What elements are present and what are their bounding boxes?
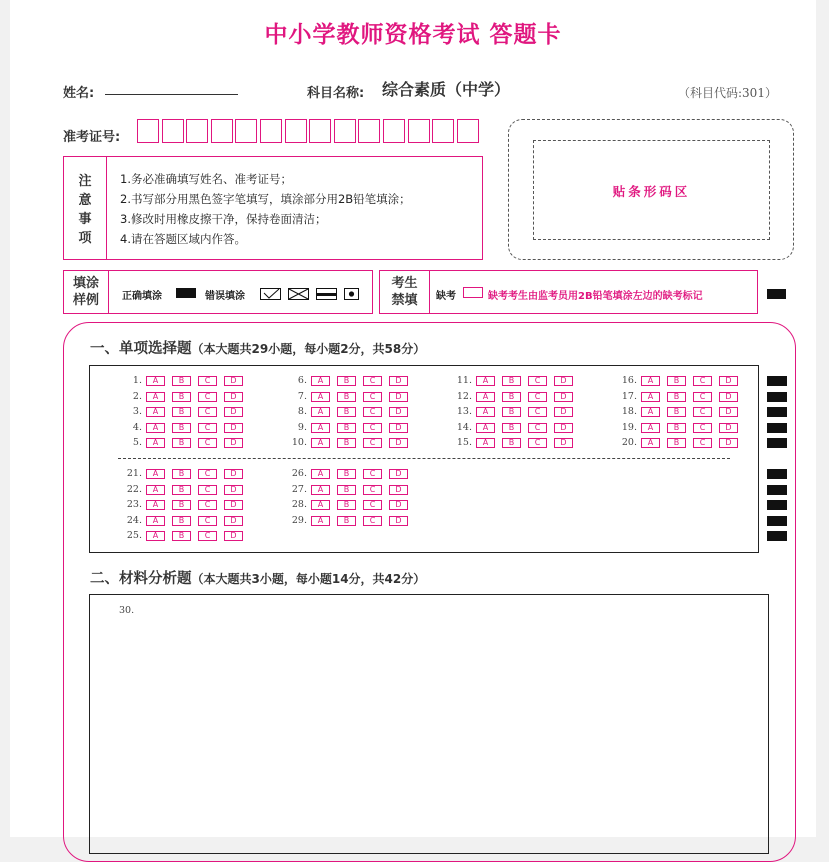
- option-bubble-c[interactable]: C: [363, 438, 382, 448]
- absent-label: 缺考: [436, 291, 456, 302]
- exam-id-cell[interactable]: [383, 119, 405, 143]
- option-bubble-d[interactable]: D: [719, 376, 738, 386]
- option-bubble-d[interactable]: D: [224, 500, 243, 510]
- option-bubble-d[interactable]: D: [389, 438, 408, 448]
- option-bubble-b[interactable]: B: [667, 376, 686, 386]
- option-bubble-d[interactable]: D: [719, 407, 738, 417]
- option-bubble-b[interactable]: B: [667, 407, 686, 417]
- timing-mark: [767, 500, 787, 510]
- question-number: 18.: [621, 406, 637, 418]
- option-bubble-c[interactable]: C: [693, 438, 712, 448]
- exam-id-cell[interactable]: [285, 119, 307, 143]
- timing-mark: [767, 516, 787, 526]
- absent-heading: 考生 禁填: [391, 276, 418, 308]
- option-bubble-c[interactable]: C: [363, 516, 382, 526]
- option-bubble-d[interactable]: D: [224, 531, 243, 541]
- question-number: 9.: [297, 421, 307, 433]
- option-bubble-a[interactable]: A: [311, 423, 330, 433]
- wrong-check-mark-icon: [261, 289, 281, 300]
- fill-example-divider: [108, 271, 109, 313]
- question-number: 4.: [132, 421, 142, 433]
- timing-mark: [767, 438, 787, 448]
- option-bubble-d[interactable]: D: [389, 516, 408, 526]
- option-bubble-c[interactable]: C: [363, 485, 382, 495]
- option-bubble-d[interactable]: D: [389, 485, 408, 495]
- wrong-dot-mark-icon: [345, 289, 359, 300]
- wrong-bar-mark-icon: [317, 289, 337, 300]
- barcode-label: 贴条形码区: [612, 184, 691, 199]
- exam-id-cell[interactable]: [235, 119, 257, 143]
- question-number: 10.: [291, 437, 307, 449]
- section1-title: 一、单项选择题（本大题共29小题，每小题2分，共58分）: [90, 341, 426, 357]
- option-bubble-b[interactable]: B: [337, 392, 356, 402]
- option-bubble-b[interactable]: B: [502, 407, 521, 417]
- wrong-fill-marks: [260, 287, 360, 301]
- name-field[interactable]: [105, 94, 238, 95]
- exam-id-cell[interactable]: [137, 119, 159, 143]
- option-bubble-b[interactable]: B: [172, 516, 191, 526]
- timing-mark: [767, 392, 787, 402]
- option-bubble-b[interactable]: B: [667, 438, 686, 448]
- option-bubble-a[interactable]: A: [146, 531, 165, 541]
- question-number: 2.: [132, 390, 142, 402]
- option-bubble-d[interactable]: D: [719, 438, 738, 448]
- option-bubble-a[interactable]: A: [641, 376, 660, 386]
- option-bubble-b[interactable]: B: [172, 407, 191, 417]
- question-number: 5.: [132, 437, 142, 449]
- option-bubble-a[interactable]: A: [146, 485, 165, 495]
- question-number: 23.: [126, 499, 142, 511]
- notice-items: [120, 169, 411, 249]
- question-number: 6.: [297, 375, 307, 386]
- option-bubble-b[interactable]: B: [172, 392, 191, 402]
- exam-id-cell[interactable]: [457, 119, 479, 143]
- option-bubble-d[interactable]: D: [224, 438, 243, 448]
- option-bubble-b[interactable]: B: [172, 469, 191, 479]
- option-bubble-d[interactable]: D: [224, 516, 243, 526]
- option-bubble-c[interactable]: C: [198, 438, 217, 448]
- exam-id-cell[interactable]: [162, 119, 184, 143]
- question-number: 3.: [132, 406, 142, 418]
- exam-id-cells[interactable]: [137, 119, 485, 143]
- absent-mark-box[interactable]: [463, 287, 483, 298]
- question-number: 29.: [291, 514, 307, 526]
- answer-sheet: [10, 0, 816, 837]
- option-bubble-a[interactable]: A: [146, 516, 165, 526]
- option-bubble-b[interactable]: B: [172, 423, 191, 433]
- option-bubble-d[interactable]: D: [554, 392, 573, 402]
- option-bubble-c[interactable]: C: [198, 516, 217, 526]
- section2-title: 二、材料分析题（本大题共3小题，每小题14分，共42分）: [90, 571, 426, 587]
- option-bubble-b[interactable]: B: [337, 516, 356, 526]
- option-bubble-c[interactable]: C: [693, 423, 712, 433]
- question-number: 17.: [621, 390, 637, 402]
- option-bubble-c[interactable]: C: [198, 469, 217, 479]
- option-bubble-b[interactable]: B: [337, 407, 356, 417]
- option-bubble-d[interactable]: D: [719, 392, 738, 402]
- option-bubble-c[interactable]: C: [528, 392, 547, 402]
- exam-id-cell[interactable]: [334, 119, 356, 143]
- option-bubble-c[interactable]: C: [363, 376, 382, 386]
- option-bubble-d[interactable]: D: [389, 407, 408, 417]
- option-bubble-c[interactable]: C: [363, 500, 382, 510]
- question-number: 15.: [456, 437, 472, 449]
- option-bubble-c[interactable]: C: [198, 407, 217, 417]
- timing-mark: [767, 289, 786, 299]
- option-bubble-b[interactable]: B: [667, 392, 686, 402]
- question-number: 14.: [456, 421, 472, 433]
- section1-note: （本大题共29小题，每小题2分，共58分）: [191, 342, 426, 356]
- question-number: 11.: [456, 375, 472, 386]
- option-bubble-a[interactable]: A: [641, 407, 660, 417]
- option-bubble-a[interactable]: A: [641, 392, 660, 402]
- question-number: 7.: [297, 390, 307, 402]
- option-bubble-a[interactable]: A: [311, 407, 330, 417]
- timing-mark: [767, 407, 787, 417]
- option-bubble-a[interactable]: A: [311, 376, 330, 386]
- option-bubble-a[interactable]: A: [311, 438, 330, 448]
- option-bubble-b[interactable]: B: [502, 376, 521, 386]
- option-bubble-b[interactable]: B: [172, 438, 191, 448]
- question-number: 13.: [456, 406, 472, 418]
- option-bubble-c[interactable]: C: [198, 392, 217, 402]
- option-bubble-d[interactable]: D: [554, 376, 573, 386]
- option-bubble-c[interactable]: C: [528, 407, 547, 417]
- wrong-fill-label: 错误填涂: [205, 291, 245, 302]
- option-bubble-c[interactable]: C: [198, 500, 217, 510]
- subject-value: 综合素质（中学）: [382, 80, 511, 99]
- fill-example-heading: 填涂 样例: [72, 276, 99, 308]
- option-bubble-c[interactable]: C: [198, 423, 217, 433]
- notice-item: 2.书写部分用黑色签字笔填写，填涂部分用2B铅笔填涂；: [120, 192, 411, 206]
- option-bubble-b[interactable]: B: [172, 531, 191, 541]
- exam-id-cell[interactable]: [260, 119, 282, 143]
- option-bubble-d[interactable]: D: [389, 376, 408, 386]
- option-bubble-b[interactable]: B: [337, 500, 356, 510]
- option-bubble-a[interactable]: A: [476, 392, 495, 402]
- option-bubble-a[interactable]: A: [146, 438, 165, 448]
- name-label: 姓名:: [63, 86, 95, 101]
- option-bubble-c[interactable]: C: [363, 423, 382, 433]
- notice-item: 3.修改时用橡皮擦干净，保持卷面清洁；: [120, 212, 327, 226]
- timing-mark: [767, 469, 787, 479]
- option-bubble-d[interactable]: D: [224, 376, 243, 386]
- option-bubble-b[interactable]: B: [502, 423, 521, 433]
- wrong-cross-mark-icon: [289, 289, 309, 300]
- option-bubble-c[interactable]: C: [198, 376, 217, 386]
- question-number: 25.: [126, 530, 142, 542]
- exam-id-label: 准考证号:: [63, 130, 121, 145]
- option-bubble-b[interactable]: B: [337, 485, 356, 495]
- option-bubble-a[interactable]: A: [146, 376, 165, 386]
- option-bubble-b[interactable]: B: [502, 392, 521, 402]
- option-bubble-a[interactable]: A: [146, 469, 165, 479]
- notice-divider: [106, 157, 107, 259]
- question-number: 27.: [291, 483, 307, 495]
- option-bubble-d[interactable]: D: [224, 392, 243, 402]
- question-number: 22.: [126, 483, 142, 495]
- option-bubble-d[interactable]: D: [389, 423, 408, 433]
- absent-instruction: 缺考考生由监考员用2B铅笔填涂左边的缺考标记: [488, 291, 703, 302]
- correct-fill-mark: [176, 288, 196, 298]
- question-number: 1.: [132, 375, 142, 386]
- option-bubble-c[interactable]: C: [693, 376, 712, 386]
- option-bubble-a[interactable]: A: [311, 516, 330, 526]
- option-bubble-b[interactable]: B: [172, 485, 191, 495]
- subject-code: （科目代码:301）: [678, 86, 777, 100]
- option-bubble-a[interactable]: A: [146, 392, 165, 402]
- page-title: 中小学教师资格考试 答题卡: [264, 22, 562, 48]
- subject-label: 科目名称:: [307, 86, 365, 101]
- option-bubble-c[interactable]: C: [528, 376, 547, 386]
- option-bubble-b[interactable]: B: [337, 469, 356, 479]
- option-bubble-d[interactable]: D: [389, 392, 408, 402]
- option-bubble-c[interactable]: C: [198, 531, 217, 541]
- correct-fill-label: 正确填涂: [122, 291, 162, 302]
- timing-mark: [767, 531, 787, 541]
- exam-id-cell[interactable]: [358, 119, 380, 143]
- option-bubble-a[interactable]: A: [476, 376, 495, 386]
- exam-id-cell[interactable]: [408, 119, 430, 143]
- choice-separator: [118, 458, 730, 459]
- option-bubble-b[interactable]: B: [337, 438, 356, 448]
- option-bubble-d[interactable]: D: [389, 469, 408, 479]
- option-bubble-d[interactable]: D: [554, 423, 573, 433]
- option-bubble-a[interactable]: A: [146, 500, 165, 510]
- timing-mark: [767, 423, 787, 433]
- option-bubble-a[interactable]: A: [311, 469, 330, 479]
- option-bubble-a[interactable]: A: [311, 392, 330, 402]
- option-bubble-d[interactable]: D: [224, 423, 243, 433]
- option-bubble-d[interactable]: D: [224, 407, 243, 417]
- option-bubble-b[interactable]: B: [172, 376, 191, 386]
- absent-divider: [429, 271, 430, 313]
- option-bubble-d[interactable]: D: [719, 423, 738, 433]
- option-bubble-a[interactable]: A: [311, 500, 330, 510]
- option-bubble-a[interactable]: A: [311, 485, 330, 495]
- option-bubble-d[interactable]: D: [554, 438, 573, 448]
- notice-item: 4.请在答题区域内作答。: [120, 232, 246, 246]
- timing-mark: [767, 485, 787, 495]
- option-bubble-c[interactable]: C: [693, 392, 712, 402]
- notice-item: 1.务必准确填写姓名、准考证号；: [120, 172, 292, 186]
- option-bubble-d[interactable]: D: [224, 469, 243, 479]
- question-number: 24.: [126, 514, 142, 526]
- section2-note: （本大题共3小题，每小题14分，共42分）: [191, 572, 426, 586]
- option-bubble-c[interactable]: C: [198, 485, 217, 495]
- exam-id-cell[interactable]: [309, 119, 331, 143]
- timing-mark: [767, 376, 787, 386]
- option-bubble-a[interactable]: A: [641, 438, 660, 448]
- question-number: 16.: [621, 375, 637, 386]
- exam-id-cell[interactable]: [186, 119, 208, 143]
- exam-id-cell[interactable]: [432, 119, 454, 143]
- exam-id-cell[interactable]: [211, 119, 233, 143]
- option-bubble-c[interactable]: C: [528, 438, 547, 448]
- option-bubble-b[interactable]: B: [172, 500, 191, 510]
- essay-answer-box[interactable]: [89, 594, 769, 854]
- option-bubble-b[interactable]: B: [337, 423, 356, 433]
- question-number: 26.: [291, 468, 307, 479]
- question-number: 19.: [621, 421, 637, 433]
- option-bubble-a[interactable]: A: [641, 423, 660, 433]
- option-bubble-b[interactable]: B: [337, 376, 356, 386]
- option-bubble-a[interactable]: A: [476, 438, 495, 448]
- option-bubble-c[interactable]: C: [363, 407, 382, 417]
- question-number: 20.: [621, 437, 637, 449]
- question-number: 28.: [291, 499, 307, 511]
- option-bubble-b[interactable]: B: [667, 423, 686, 433]
- question-number: 8.: [297, 406, 307, 418]
- option-bubble-a[interactable]: A: [476, 407, 495, 417]
- option-bubble-d[interactable]: D: [554, 407, 573, 417]
- option-bubble-a[interactable]: A: [476, 423, 495, 433]
- option-bubble-c[interactable]: C: [363, 469, 382, 479]
- notice-heading: 注 意 事 项: [78, 174, 92, 246]
- option-bubble-a[interactable]: A: [146, 407, 165, 417]
- option-bubble-c[interactable]: C: [528, 423, 547, 433]
- question-number: 12.: [456, 390, 472, 402]
- option-bubble-d[interactable]: D: [389, 500, 408, 510]
- question-number: 30.: [119, 605, 135, 616]
- option-bubble-d[interactable]: D: [224, 485, 243, 495]
- option-bubble-c[interactable]: C: [693, 407, 712, 417]
- question-number: 21.: [126, 468, 142, 479]
- option-bubble-c[interactable]: C: [363, 392, 382, 402]
- option-bubble-a[interactable]: A: [146, 423, 165, 433]
- option-bubble-b[interactable]: B: [502, 438, 521, 448]
